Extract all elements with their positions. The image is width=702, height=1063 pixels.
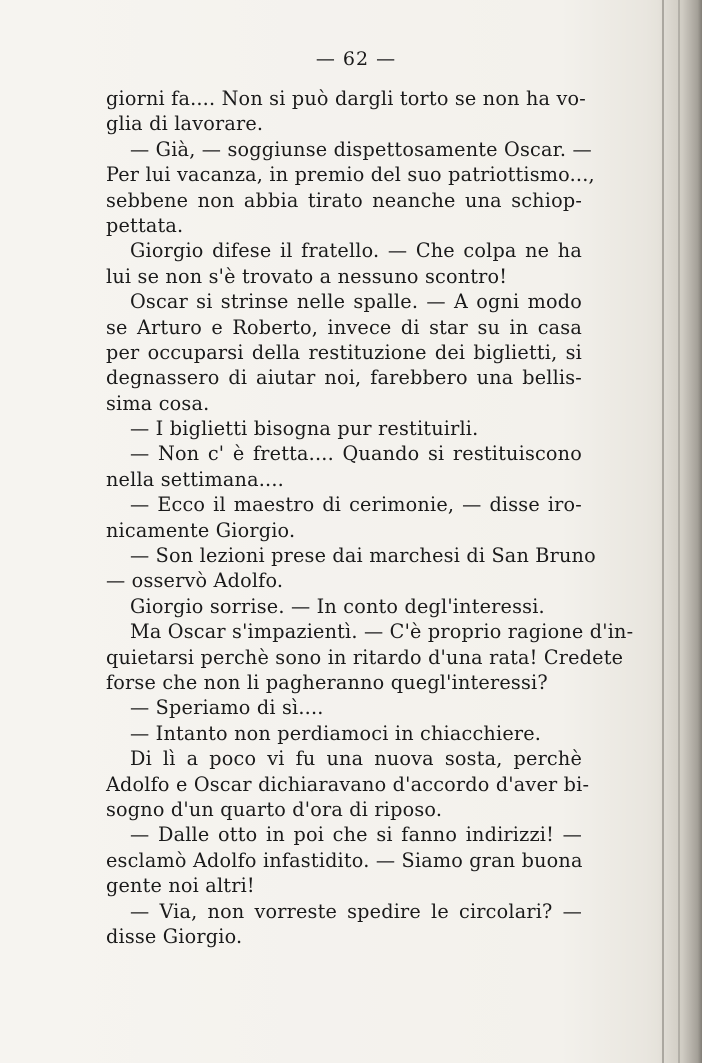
text-line: Giorgio sorrise. — In conto degl'interessi. [130, 594, 545, 618]
text-line: giorni fa.... Non si può dargli torto se non ha vo- [106, 87, 586, 110]
text-line: — Già, — soggiunse dispettosamente Oscar. — [130, 137, 592, 161]
text-line: Per lui vacanza, in premio del suo patriottismo..., [106, 163, 595, 187]
text-line: disse Giorgio. [106, 924, 243, 948]
text-line: nella settimana.... [106, 467, 284, 491]
text-line: per occuparsi della restituzione dei biglietti, si [106, 340, 582, 364]
text-line: — Intanto non perdiamoci in chiacchiere. [130, 721, 542, 745]
text-line: gente noi altri! [106, 874, 255, 898]
text-line: — Ecco il maestro di cerimonie, — disse iro- [130, 493, 582, 517]
text-line: — Non c' è fretta.... Quando si restituiscono [130, 442, 582, 466]
text-line: — Via, non vorreste spedire le circolari? — [130, 899, 582, 923]
text-line: — Son lezioni prese dai marchesi di San Bruno [130, 544, 596, 568]
body-text [106, 86, 634, 949]
text-line: sogno d'un quarto d'ora di riposo. [106, 797, 443, 821]
text-line: — Speriamo di sì.... [130, 696, 324, 720]
page-edge-line [662, 0, 664, 1063]
text-line: esclamò Adolfo infastidito. — Siamo gran buona [106, 848, 583, 872]
text-line: — I biglietti bisogna pur restituirli. [130, 417, 479, 441]
text-line: nicamente Giorgio. [106, 518, 296, 542]
text-line: Oscar si strinse nelle spalle. — A ogni modo [130, 290, 582, 314]
page-edge-shadow [658, 0, 702, 1063]
text-line: glia di lavorare. [106, 112, 264, 136]
text-line: sebbene non abbia tirato neanche una schiop- [106, 188, 582, 212]
text-line: sima cosa. [106, 391, 210, 415]
text-line: Di lì a poco vi fu una nuova sosta, perchè [130, 747, 582, 771]
text-line: — Dalle otto in poi che si fanno indirizzi! — [130, 823, 582, 847]
page-edge-line [678, 0, 680, 1063]
text-line: se Arturo e Roberto, invece di star su in casa [106, 315, 582, 339]
text-line: — osservò Adolfo. [106, 569, 284, 593]
text-line: Ma Oscar s'impazientì. — C'è proprio ragione d'in- [130, 620, 634, 644]
text-line: forse che non li pagheranno quegl'interessi? [106, 670, 548, 694]
text-line: degnassero di aiutar noi, farebbero una bellis- [106, 366, 582, 390]
text-line: quietarsi perchè sono in ritardo d'una rata! Credete [106, 645, 624, 669]
text-line: Adolfo e Oscar dichiaravano d'accordo d'aver bi- [106, 772, 590, 796]
text-line: Giorgio difese il fratello. — Che colpa ne ha [130, 239, 582, 263]
page-number: — 62 — [315, 48, 397, 70]
text-line: lui se non s'è trovato a nessuno scontro! [106, 264, 508, 288]
text-line: pettata. [106, 213, 184, 237]
